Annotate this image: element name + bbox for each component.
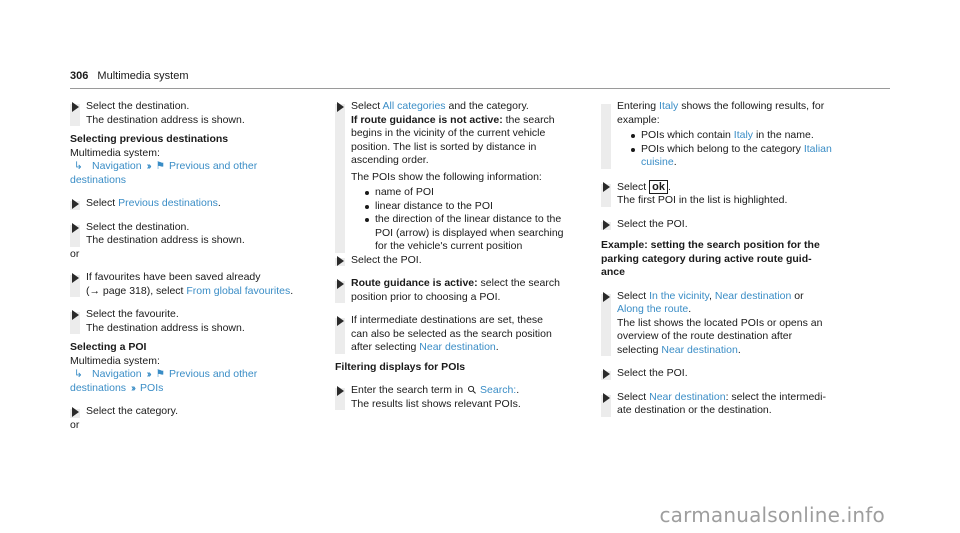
- header-rule: [70, 88, 890, 89]
- list-item-text: POI (arrow) is displayed when searching: [375, 226, 564, 239]
- step-arrow-icon: [72, 273, 79, 283]
- link-along-the-route[interactable]: Along the route: [617, 303, 689, 315]
- step-result: The first POI in the list is highlighted.: [617, 194, 788, 206]
- step-arrow-icon: [72, 102, 79, 112]
- section-heading: Selecting a POI: [70, 341, 147, 353]
- punct: .: [290, 284, 294, 297]
- step-text: Select: [351, 100, 383, 112]
- step-text: ascending order.: [351, 154, 429, 166]
- flag-icon: ⚑: [155, 160, 166, 172]
- step-text: the search: [502, 113, 555, 126]
- punct: .: [688, 303, 692, 315]
- hook-arrow-icon: ↳: [74, 160, 83, 172]
- list-item-text: POIs which contain: [641, 129, 734, 141]
- step: [601, 218, 846, 232]
- link-italy[interactable]: Italy: [733, 129, 754, 141]
- section-heading: Filtering displays for POIs: [335, 360, 466, 373]
- step-text: If favourites have been saved already: [86, 271, 261, 283]
- link-all-categories[interactable]: All categories: [382, 100, 446, 112]
- step-result: overview of the route destination after: [617, 330, 793, 342]
- step-arrow-icon: [72, 407, 79, 417]
- heading-line: Example: setting the search position for the: [601, 239, 820, 251]
- search-icon: ⚲: [465, 383, 480, 398]
- step-text: begins in the vicinity of the current vehicle: [351, 127, 546, 139]
- step: [70, 308, 315, 335]
- ok-icon: ok: [649, 180, 668, 194]
- menu-link-previous[interactable]: Previous and other: [169, 368, 258, 380]
- step-text: select the search: [477, 277, 560, 289]
- step: [601, 180, 846, 208]
- system-label: Multimedia system:: [70, 146, 160, 159]
- column-3: [601, 100, 846, 418]
- step: [335, 254, 580, 268]
- link-global-favourites[interactable]: From global favourites: [186, 284, 291, 297]
- step-text: Select the favourite.: [86, 308, 179, 320]
- menu-link-destinations[interactable]: destinations: [70, 173, 127, 186]
- step-text: (→ page 318), select: [86, 284, 187, 297]
- info-block: [601, 100, 846, 170]
- link-italy[interactable]: Italy: [659, 100, 679, 112]
- step-text: Select the POI.: [617, 217, 688, 230]
- link-italian[interactable]: Italian: [803, 142, 832, 155]
- step-arrow-icon: [337, 256, 344, 266]
- step: [335, 277, 580, 304]
- condition-label: Route guidance is active:: [351, 277, 478, 289]
- link-previous-destinations[interactable]: Previous destinations: [118, 197, 218, 209]
- step-arrow-icon: [72, 199, 79, 209]
- step-text: Select the category.: [86, 405, 179, 417]
- step: [335, 314, 580, 355]
- step-result: The destination address is shown.: [86, 113, 245, 126]
- punct: .: [737, 343, 741, 356]
- step: [70, 271, 315, 298]
- step-text: : select the intermedi-: [725, 390, 826, 403]
- list-item-text: POIs which belong to the category: [641, 142, 804, 155]
- list-item-text: the direction of the linear distance to the: [375, 213, 562, 225]
- step-text: or: [791, 289, 804, 302]
- watermark: carmanualsonline.info: [659, 503, 885, 527]
- step-text: Select: [86, 197, 119, 209]
- heading-line: ance: [601, 266, 625, 278]
- result-list: [617, 129, 846, 170]
- column-1: [70, 100, 315, 432]
- link-near-destination[interactable]: Near destination: [714, 289, 792, 302]
- step-text: Select: [617, 180, 650, 193]
- link-near-destination[interactable]: Near destination: [419, 341, 496, 353]
- step: [70, 100, 315, 127]
- list-item-text: for the vehicle's current position: [375, 240, 523, 252]
- step-text: position. The list is sorted by distance in: [351, 140, 537, 153]
- step-arrow-icon: [337, 316, 344, 326]
- section-heading: [601, 239, 846, 280]
- page-title: Multimedia system: [97, 70, 189, 82]
- or-text: or: [70, 418, 80, 431]
- menu-link-navigation[interactable]: Navigation: [92, 160, 142, 172]
- step-text: can also be selected as the search position: [351, 327, 552, 340]
- flag-icon: ⚑: [155, 368, 166, 380]
- link-search[interactable]: Search:: [480, 384, 517, 396]
- step-result: selecting: [617, 343, 662, 356]
- step-result: The list shows the located POIs or opens an: [617, 316, 823, 329]
- step-text: If intermediate destinations are set, these: [351, 314, 544, 326]
- step-text: after selecting: [351, 341, 420, 353]
- link-near-destination[interactable]: Near destination: [649, 390, 726, 403]
- step-text: ate destination or the destination.: [617, 404, 772, 416]
- step-text: Enter the search term in: [351, 384, 466, 396]
- step-result: The destination address is shown.: [86, 321, 245, 334]
- step-text: The POIs show the following information:: [351, 170, 542, 183]
- step-text: and the category.: [445, 100, 529, 112]
- punct: .: [495, 341, 499, 353]
- system-label: Multimedia system:: [70, 354, 160, 367]
- step: [601, 367, 846, 381]
- step: [335, 384, 580, 411]
- page-header: [70, 70, 189, 82]
- heading-line: parking category during active route guid-: [601, 252, 812, 265]
- step-arrow-icon: [72, 223, 79, 233]
- info-text: shows the following results, for: [678, 100, 825, 112]
- menu-path-cont: [70, 382, 315, 396]
- info-text: Entering: [617, 100, 660, 112]
- step-arrow-icon: [603, 220, 610, 230]
- info-list: [351, 186, 580, 254]
- double-chevron-icon: ››: [146, 160, 150, 172]
- double-chevron-icon: ››: [146, 368, 150, 380]
- section-heading: Selecting previous destinations: [70, 133, 229, 145]
- step-arrow-icon: [603, 182, 610, 192]
- menu-link-navigation[interactable]: Navigation: [92, 368, 142, 380]
- step: [70, 405, 315, 419]
- double-chevron-icon: ››: [131, 381, 135, 394]
- step: [601, 391, 846, 418]
- link-in-the-vicinity[interactable]: In the vicinity: [649, 289, 710, 302]
- link-cuisine[interactable]: cuisine: [641, 156, 674, 168]
- step-arrow-icon: [337, 102, 344, 112]
- punct: ,: [709, 289, 715, 302]
- condition-label: If route guidance is not active:: [351, 113, 503, 126]
- page-number: 306: [70, 70, 89, 82]
- link-near-destination[interactable]: Near destination: [661, 343, 738, 356]
- step-text: Select: [617, 390, 650, 403]
- list-item: [365, 213, 580, 254]
- step: [70, 221, 315, 248]
- step-text: Select: [617, 289, 650, 302]
- step-text: Select the destination.: [86, 220, 190, 233]
- step: [601, 290, 846, 358]
- step-text: Select the POI.: [617, 367, 688, 379]
- step-arrow-icon: [603, 393, 610, 403]
- column-2: [335, 100, 580, 411]
- hook-arrow-icon: ↳: [74, 368, 83, 380]
- step-arrow-icon: [337, 279, 344, 289]
- menu-link-destinations[interactable]: destinations: [70, 381, 127, 394]
- list-item: [631, 129, 846, 143]
- step: [335, 100, 580, 254]
- step-result: The destination address is shown.: [86, 234, 245, 246]
- menu-link-previous[interactable]: Previous and other: [169, 160, 258, 172]
- step-arrow-icon: [72, 310, 79, 320]
- menu-path: [70, 160, 315, 174]
- info-text: example:: [617, 113, 660, 126]
- list-item: linear distance to the POI: [365, 200, 580, 214]
- list-item: [631, 143, 846, 170]
- step-text: Select the POI.: [351, 253, 422, 266]
- step: [70, 197, 315, 211]
- step-text: position prior to choosing a POI.: [351, 290, 501, 303]
- step-result: The results list shows relevant POIs.: [351, 397, 521, 410]
- step-arrow-icon: [337, 386, 344, 396]
- list-item: name of POI: [365, 186, 580, 200]
- step-arrow-icon: [603, 369, 610, 379]
- step-text: Select the destination.: [86, 100, 190, 112]
- punct: .: [673, 156, 677, 168]
- punct: .: [217, 197, 221, 209]
- list-item-text: in the name.: [753, 129, 814, 141]
- menu-link-pois[interactable]: POIs: [140, 381, 164, 394]
- or-text: or: [70, 247, 80, 260]
- punct: .: [516, 384, 520, 396]
- step-arrow-icon: [603, 292, 610, 302]
- menu-path: [70, 368, 315, 382]
- punct: .: [667, 180, 671, 193]
